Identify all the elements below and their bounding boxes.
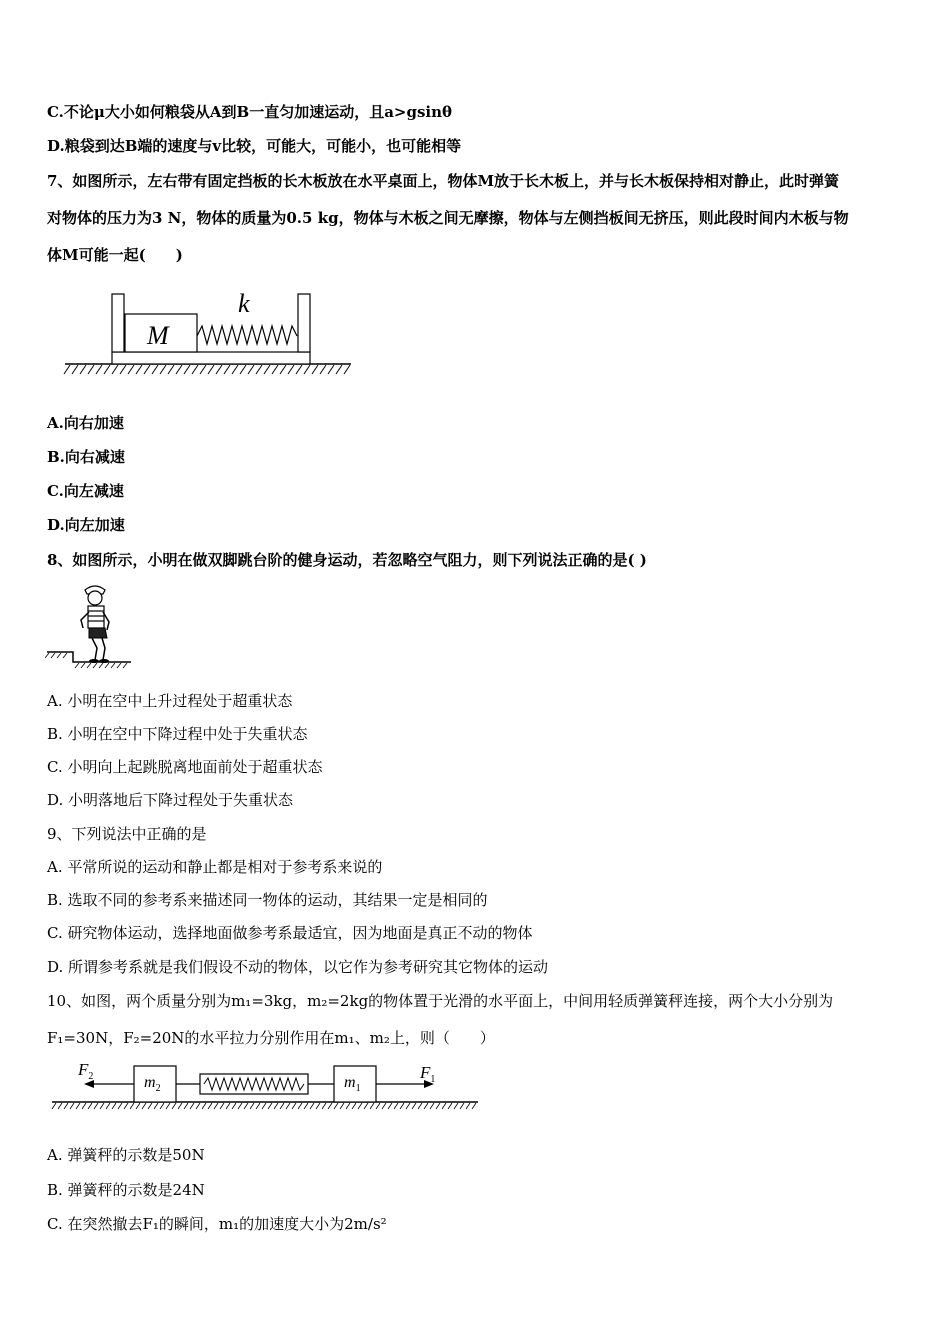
q7-option-a: A.向右加速 — [47, 414, 124, 432]
q10-f1-label: $F_1$ — [420, 1063, 436, 1085]
q7-option-b: B.向右减速 — [47, 448, 125, 466]
q7-stem-line3: 体M可能一起( ) — [47, 246, 183, 264]
q7-block-label: M — [147, 321, 169, 350]
q6-option-c: C.不论μ大小如何粮袋从A到B一直匀加速运动，且a>gsinθ — [47, 103, 453, 121]
q7-stem-line1: 7、如图所示，左右带有固定挡板的长木板放在水平桌面上，物体M放于长木板上，并与长木板保持相对静止，此时弹簧 — [47, 172, 840, 190]
q9-option-b: B. 选取不同的参考系来描述同一物体的运动，其结果一定是相同的 — [47, 891, 488, 909]
q10-f2-label: $F_2$ — [78, 1060, 94, 1082]
q10-m2-label: $m_2$ — [144, 1074, 161, 1094]
q8-stem: 8、如图所示，小明在做双脚跳台阶的健身运动，若忽略空气阻力，则下列说法正确的是( ) — [47, 551, 647, 569]
q8-option-c: C. 小明向上起跳脱离地面前处于超重状态 — [47, 758, 323, 776]
q9-stem: 9、下列说法中正确的是 — [47, 825, 207, 843]
q9-option-c: C. 研究物体运动，选择地面做参考系最适宜，因为地面是真正不动的物体 — [47, 924, 533, 942]
q8-figure — [45, 582, 133, 670]
q7-spring-label: k — [238, 289, 250, 318]
q10-figure — [50, 1058, 482, 1114]
q7-stem-line2: 对物体的压力为3 N，物体的质量为0.5 kg，物体与木板之间无摩擦，物体与左侧挡板间无挤压，则此段时间内木板与物 — [47, 209, 849, 227]
q10-m1-label: $m_1$ — [344, 1074, 361, 1094]
q10-stem-line1: 10、如图，两个质量分别为m₁=3kg，m₂=2kg的物体置于光滑的水平面上，中间用轻质弹簧秤连接，两个大小分别为 — [47, 992, 834, 1010]
q10-stem-line2: F₁=30N，F₂=20N的水平拉力分别作用在m₁、m₂上，则（ ） — [47, 1029, 495, 1047]
q7-figure — [62, 286, 354, 376]
q8-option-a: A. 小明在空中上升过程处于超重状态 — [47, 692, 293, 710]
q6-option-d: D.粮袋到达B端的速度与v比较，可能大，可能小，也可能相等 — [47, 137, 462, 155]
q10-option-b: B. 弹簧秤的示数是24N — [47, 1181, 205, 1199]
q7-option-c: C.向左减速 — [47, 482, 124, 500]
q7-option-d: D.向左加速 — [47, 516, 125, 534]
q8-option-b: B. 小明在空中下降过程中处于失重状态 — [47, 725, 308, 743]
q8-option-d: D. 小明落地后下降过程处于失重状态 — [47, 791, 294, 809]
q10-option-c: C. 在突然撤去F₁的瞬间，m₁的加速度大小为2m/s² — [47, 1215, 387, 1233]
q9-option-d: D. 所谓参考系就是我们假设不动的物体，以它作为参考研究其它物体的运动 — [47, 958, 549, 976]
q10-option-a: A. 弹簧秤的示数是50N — [47, 1146, 205, 1164]
q9-option-a: A. 平常所说的运动和静止都是相对于参考系来说的 — [47, 858, 383, 876]
